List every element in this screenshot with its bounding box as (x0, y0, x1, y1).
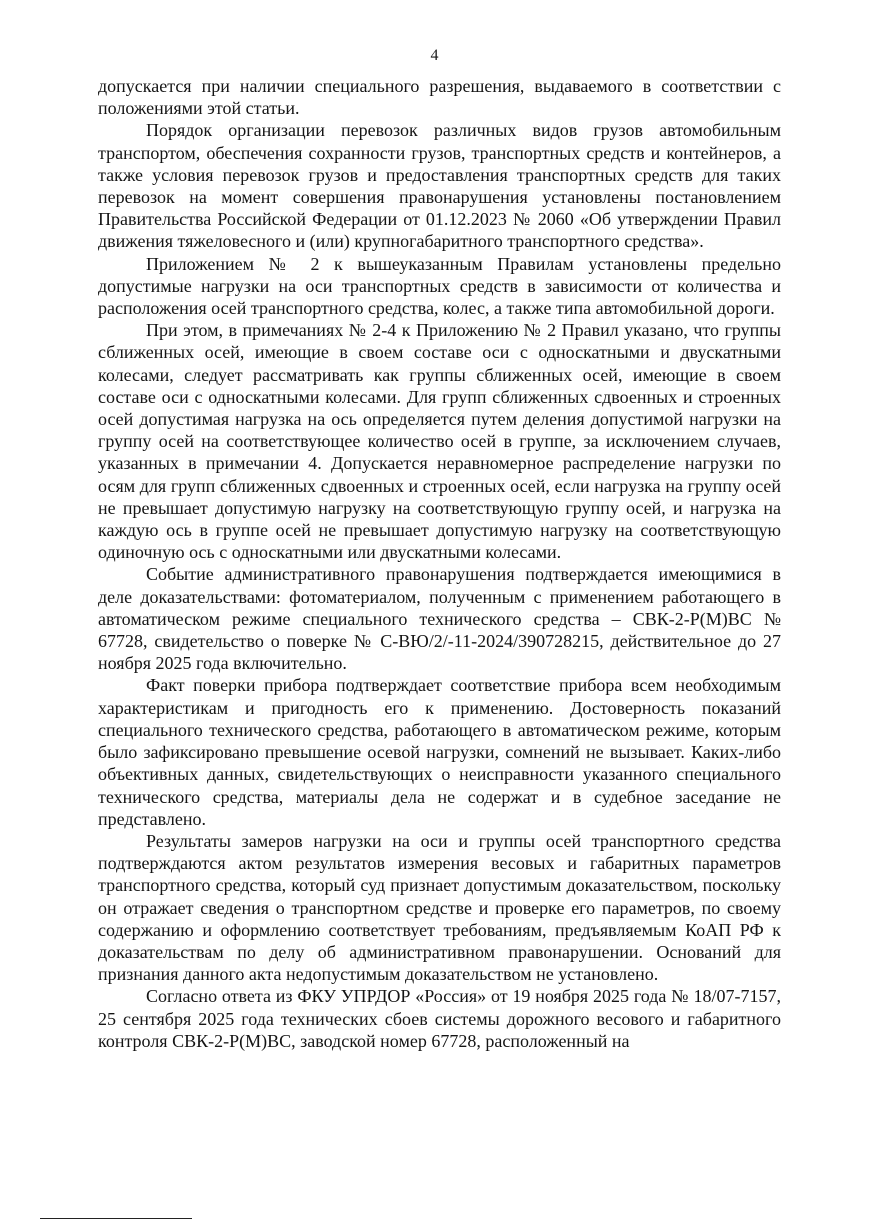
paragraph-continued: допускается при наличии специального разрешения, выдаваемого в соответствии с положениями этой статьи. (98, 76, 781, 119)
paragraph: При этом, в примечаниях № 2-4 к Приложению № 2 Правил указано, что группы сближенных осей, имеющие в своем составе оси с односкатными и двускатными колесами, следует рассматривать как группы сближенных осей, имеющие в своем составе оси с односкатными колесами. Для групп сближенных сдвоенных и строенных осей допустимая нагрузка на ось определяется путем деления допустимой нагрузки на группу осей на соответствующее количество осей в группе, за исключением случаев, указанных в примечании 4. Допускается неравномерное распределение нагрузки по осям для групп сближенных сдвоенных и строенных осей, если нагрузка на группу осей не превышает допустимую нагрузку на соответствующую группу осей, и нагрузка на каждую ось в группе осей не превышает допустимую нагрузку на соответствующую одиночную ось с односкатными или двускатными колесами. (98, 320, 781, 563)
paragraph: Приложением № 2 к вышеуказанным Правилам установлены предельно допустимые нагрузки на оси транспортных средств в зависимости от количества и расположения осей транспортного средства, колес, а также типа автомобильной дороги. (98, 253, 781, 319)
footnote-divider (40, 1218, 192, 1219)
paragraph: Результаты замеров нагрузки на оси и группы осей транспортного средства подтверждаются актом результатов измерения весовых и габаритных параметров транспортного средства, который суд признает допустимым доказательством, поскольку он отражает сведения о транспортном средстве и проверке его параметров, по своему содержанию и оформлению соответствует требованиям, предъявляемым КоАП РФ к доказательствам по делу об административном правонарушении. Оснований для признания данного акта недопустимым доказательством не установлено. (98, 830, 781, 985)
paragraph: Факт поверки прибора подтверждает соответствие прибора всем необходимым характеристикам и пригодность его к применению. Достоверность показаний специального технического средства, работающего в автоматическом режиме, которым было зафиксировано превышение осевой нагрузки, сомнений не вызывает. Каких-либо объективных данных, свидетельствующих о неисправности указанного специального технического средства, материалы дела не содержат и в судебное заседание не представлено. (98, 675, 781, 829)
paragraph: Событие административного правонарушения подтверждается имеющимися в деле доказательствами: фотоматериалом, полученным с применением работающего в автоматическом режиме специального технического средства – СВК-2-Р(М)ВС № 67728, свидетельство о поверке № С-ВЮ/2/-11-2024/390728215, действительное до 27 ноября 2025 года включительно. (98, 564, 781, 674)
page-number: 4 (430, 47, 439, 64)
paragraph: Согласно ответа из ФКУ УПРДОР «Россия» от 19 ноября 2025 года № 18/07-7157, 25 сентября 2025 года технических сбоев системы дорожного весового и габаритного контроля СВК-2-Р(М)ВС, заводской номер 67728, расположенный на (98, 986, 781, 1051)
document-body (98, 75, 781, 1052)
paragraph: Порядок организации перевозок различных видов грузов автомобильным транспортом, обеспечения сохранности грузов, транспортных средств и контейнеров, а также условия перевозок грузов и предоставления транспортных средств для таких перевозок на момент совершения правонарушения установлены постановлением Правительства Российской Федерации от 01.12.2023 № 2060 «Об утверждении Правил движения тяжеловесного и (или) крупногабаритного транспортного средства». (98, 120, 781, 252)
